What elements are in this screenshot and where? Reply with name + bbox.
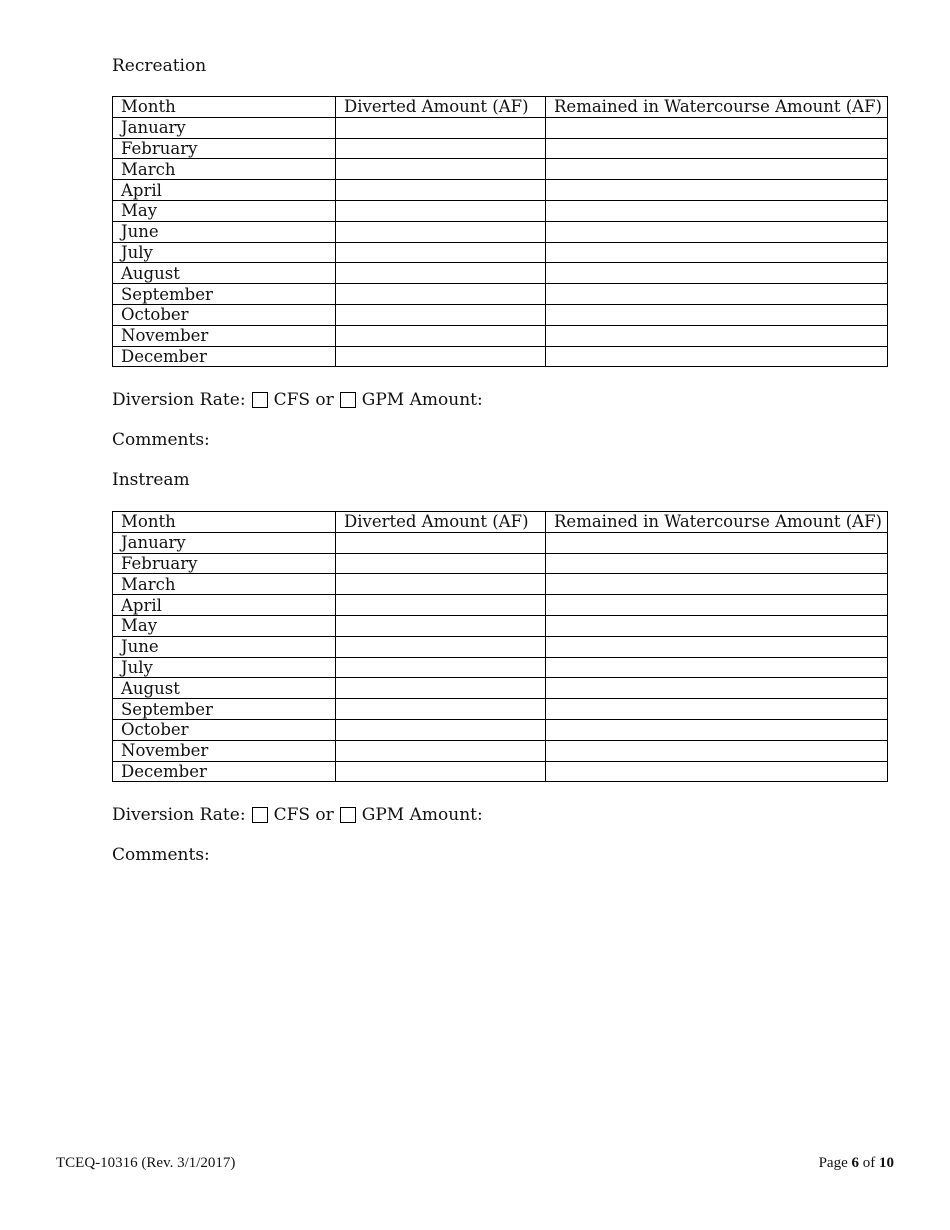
- month-cell: August: [113, 263, 336, 284]
- comments-field[interactable]: [216, 429, 820, 450]
- section-title-instream: Instream: [112, 470, 190, 490]
- instream-table-body: [113, 532, 888, 782]
- remained-amount-input[interactable]: [546, 679, 887, 698]
- month-cell: May: [113, 615, 336, 636]
- diverted-amount-input[interactable]: [336, 181, 545, 200]
- month-cell: July: [113, 242, 336, 263]
- remained-amount-input[interactable]: [546, 285, 887, 304]
- remained-amount-input[interactable]: [546, 243, 887, 262]
- diverted-amount-input[interactable]: [336, 160, 545, 179]
- value-cell: [546, 242, 888, 263]
- table-row: [113, 159, 888, 180]
- table-header-row: [113, 512, 888, 533]
- remained-amount-input[interactable]: [546, 264, 887, 283]
- diverted-amount-input[interactable]: [336, 554, 545, 573]
- cfs-label: CFS or: [273, 389, 334, 410]
- table-row: [113, 574, 888, 595]
- value-cell: [336, 761, 546, 782]
- diverted-amount-input[interactable]: [336, 243, 545, 262]
- remained-amount-input[interactable]: [546, 139, 887, 158]
- diverted-amount-input[interactable]: [336, 139, 545, 158]
- comments-label: Comments:: [112, 844, 210, 865]
- value-cell: [546, 699, 888, 720]
- month-cell: April: [113, 595, 336, 616]
- value-cell: [546, 284, 888, 305]
- table-row: [113, 657, 888, 678]
- diverted-amount-input[interactable]: [336, 222, 545, 241]
- amount-field[interactable]: [489, 804, 793, 825]
- value-cell: [336, 595, 546, 616]
- month-cell: September: [113, 699, 336, 720]
- value-cell: [546, 615, 888, 636]
- month-cell: December: [113, 761, 336, 782]
- remained-amount-input[interactable]: [546, 326, 887, 345]
- column-header-remained: Remained in Watercourse Amount (AF): [546, 97, 888, 118]
- gpm-amount-label: GPM Amount:: [361, 389, 483, 410]
- remained-amount-input[interactable]: [546, 347, 887, 366]
- column-header-month: Month: [113, 97, 336, 118]
- table-row: [113, 636, 888, 657]
- diverted-amount-input[interactable]: [336, 264, 545, 283]
- page-of: of: [862, 1155, 876, 1171]
- value-cell: [336, 263, 546, 284]
- table-row: [113, 117, 888, 138]
- diversion-rate-label: Diversion Rate:: [112, 389, 246, 410]
- diverted-amount-input[interactable]: [336, 741, 545, 760]
- table-row: [113, 325, 888, 346]
- page-prefix: Page: [818, 1155, 848, 1171]
- table-row: [113, 740, 888, 761]
- table-row: [113, 284, 888, 305]
- page-number: [819, 1155, 894, 1172]
- gpm-checkbox[interactable]: [340, 392, 356, 408]
- value-cell: [546, 159, 888, 180]
- page-total: 10: [879, 1155, 894, 1171]
- value-cell: [336, 117, 546, 138]
- month-cell: November: [113, 325, 336, 346]
- remained-amount-input[interactable]: [546, 160, 887, 179]
- diversion-rate-label: Diversion Rate:: [112, 804, 246, 825]
- value-cell: [336, 346, 546, 367]
- value-cell: [546, 117, 888, 138]
- remained-amount-input[interactable]: [546, 762, 887, 781]
- value-cell: [546, 678, 888, 699]
- value-cell: [546, 200, 888, 221]
- value-cell: [546, 263, 888, 284]
- diverted-amount-input[interactable]: [336, 575, 545, 594]
- table-row: [113, 200, 888, 221]
- section-title-recreation: Recreation: [112, 56, 207, 76]
- table-row: [113, 304, 888, 325]
- table-row: [113, 719, 888, 740]
- value-cell: [336, 657, 546, 678]
- value-cell: [336, 636, 546, 657]
- remained-amount-input[interactable]: [546, 596, 887, 615]
- column-header-diverted: Diverted Amount (AF): [336, 97, 546, 118]
- value-cell: [336, 699, 546, 720]
- value-cell: [336, 304, 546, 325]
- table-row: [113, 263, 888, 284]
- table-row: [113, 615, 888, 636]
- table-row: [113, 761, 888, 782]
- value-cell: [336, 138, 546, 159]
- diverted-amount-input[interactable]: [336, 533, 545, 552]
- value-cell: [336, 678, 546, 699]
- value-cell: [336, 325, 546, 346]
- value-cell: [546, 657, 888, 678]
- remained-amount-input[interactable]: [546, 222, 887, 241]
- value-cell: [546, 740, 888, 761]
- table-row: [113, 180, 888, 201]
- recreation-table: [112, 96, 888, 367]
- instream-comments: [112, 844, 820, 865]
- recreation-comments: [112, 429, 820, 450]
- value-cell: [546, 346, 888, 367]
- remained-amount-input[interactable]: [546, 533, 887, 552]
- instream-diversion-rate-line: [112, 804, 793, 825]
- value-cell: [546, 553, 888, 574]
- month-cell: January: [113, 117, 336, 138]
- comments-label: Comments:: [112, 429, 210, 450]
- value-cell: [336, 180, 546, 201]
- month-cell: November: [113, 740, 336, 761]
- diverted-amount-input[interactable]: [336, 202, 545, 221]
- value-cell: [546, 180, 888, 201]
- value-cell: [546, 532, 888, 553]
- diverted-amount-input[interactable]: [336, 347, 545, 366]
- value-cell: [336, 553, 546, 574]
- month-cell: March: [113, 574, 336, 595]
- month-cell: March: [113, 159, 336, 180]
- remained-amount-input[interactable]: [546, 118, 887, 137]
- month-cell: June: [113, 636, 336, 657]
- month-cell: October: [113, 719, 336, 740]
- month-cell: September: [113, 284, 336, 305]
- table-row: [113, 553, 888, 574]
- month-cell: October: [113, 304, 336, 325]
- diverted-amount-input[interactable]: [336, 721, 545, 740]
- value-cell: [546, 719, 888, 740]
- column-header-diverted: Diverted Amount (AF): [336, 512, 546, 533]
- value-cell: [336, 740, 546, 761]
- remained-amount-input[interactable]: [546, 554, 887, 573]
- remained-amount-input[interactable]: [546, 658, 887, 677]
- cfs-label: CFS or: [273, 804, 334, 825]
- value-cell: [336, 284, 546, 305]
- value-cell: [546, 574, 888, 595]
- diverted-amount-input[interactable]: [336, 118, 545, 137]
- value-cell: [546, 325, 888, 346]
- value-cell: [546, 761, 888, 782]
- table-row: [113, 678, 888, 699]
- month-cell: February: [113, 553, 336, 574]
- remained-amount-input[interactable]: [546, 617, 887, 636]
- remained-amount-input[interactable]: [546, 741, 887, 760]
- value-cell: [336, 719, 546, 740]
- diverted-amount-input[interactable]: [336, 658, 545, 677]
- value-cell: [336, 159, 546, 180]
- table-row: [113, 532, 888, 553]
- recreation-diversion-rate-line: [112, 389, 793, 410]
- diverted-amount-input[interactable]: [336, 285, 545, 304]
- value-cell: [546, 221, 888, 242]
- diverted-amount-input[interactable]: [336, 596, 545, 615]
- month-cell: August: [113, 678, 336, 699]
- cfs-checkbox[interactable]: [252, 807, 268, 823]
- remained-amount-input[interactable]: [546, 202, 887, 221]
- diverted-amount-input[interactable]: [336, 700, 545, 719]
- value-cell: [546, 595, 888, 616]
- remained-amount-input[interactable]: [546, 575, 887, 594]
- value-cell: [336, 242, 546, 263]
- column-header-month: Month: [113, 512, 336, 533]
- month-cell: December: [113, 346, 336, 367]
- table-row: [113, 242, 888, 263]
- value-cell: [336, 532, 546, 553]
- form-id: TCEQ-10316 (Rev. 3/1/2017): [56, 1155, 236, 1171]
- table-row: [113, 346, 888, 367]
- table-row: [113, 138, 888, 159]
- instream-table: [112, 511, 888, 782]
- recreation-table-body: [113, 117, 888, 367]
- month-cell: April: [113, 180, 336, 201]
- remained-amount-input[interactable]: [546, 306, 887, 325]
- remained-amount-input[interactable]: [546, 637, 887, 656]
- column-header-remained: Remained in Watercourse Amount (AF): [546, 512, 888, 533]
- table-header-row: [113, 97, 888, 118]
- month-cell: January: [113, 532, 336, 553]
- month-cell: February: [113, 138, 336, 159]
- table-row: [113, 221, 888, 242]
- table-row: [113, 699, 888, 720]
- value-cell: [336, 574, 546, 595]
- value-cell: [336, 615, 546, 636]
- value-cell: [546, 138, 888, 159]
- gpm-checkbox[interactable]: [340, 807, 356, 823]
- remained-amount-input[interactable]: [546, 700, 887, 719]
- diverted-amount-input[interactable]: [336, 306, 545, 325]
- amount-field[interactable]: [489, 389, 793, 410]
- diverted-amount-input[interactable]: [336, 679, 545, 698]
- diverted-amount-input[interactable]: [336, 617, 545, 636]
- diverted-amount-input[interactable]: [336, 326, 545, 345]
- remained-amount-input[interactable]: [546, 721, 887, 740]
- month-cell: May: [113, 200, 336, 221]
- month-cell: June: [113, 221, 336, 242]
- value-cell: [336, 221, 546, 242]
- cfs-checkbox[interactable]: [252, 392, 268, 408]
- value-cell: [336, 200, 546, 221]
- diverted-amount-input[interactable]: [336, 762, 545, 781]
- remained-amount-input[interactable]: [546, 181, 887, 200]
- value-cell: [546, 636, 888, 657]
- value-cell: [546, 304, 888, 325]
- comments-field[interactable]: [216, 844, 820, 865]
- diverted-amount-input[interactable]: [336, 637, 545, 656]
- month-cell: July: [113, 657, 336, 678]
- gpm-amount-label: GPM Amount:: [361, 804, 483, 825]
- table-row: [113, 595, 888, 616]
- page-current: 6: [851, 1155, 859, 1171]
